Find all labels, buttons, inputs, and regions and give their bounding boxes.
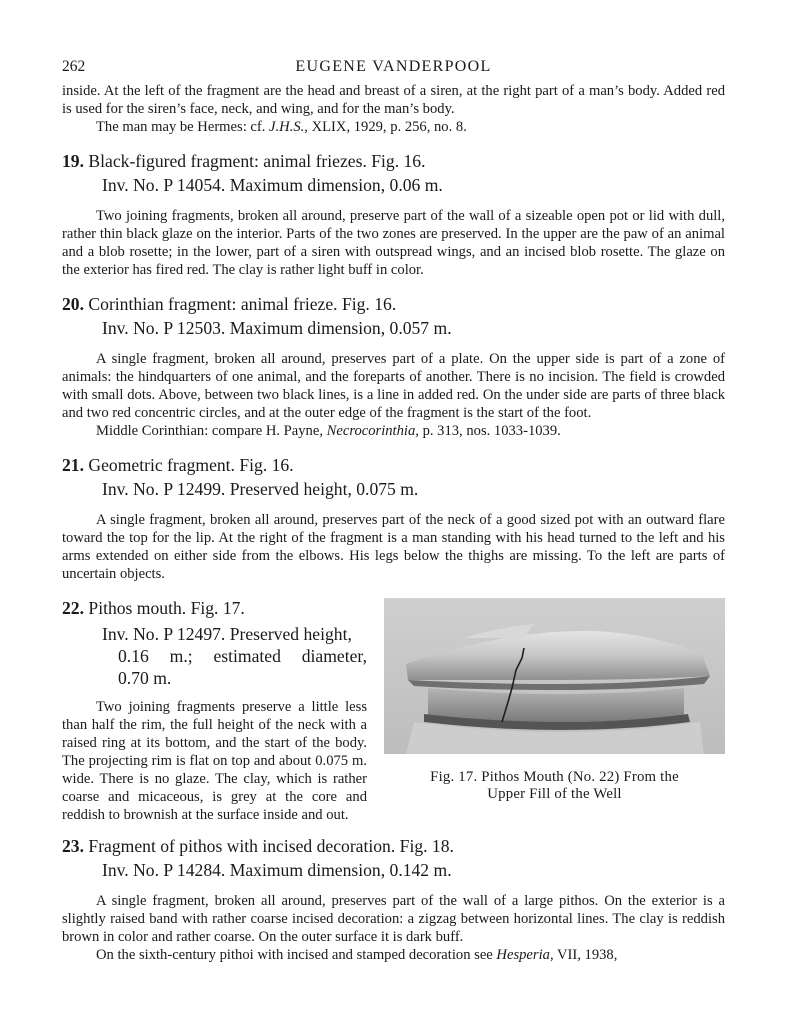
catalog-entry-23 [62,835,725,964]
caption-line: Upper Fill of the Well [487,786,622,802]
intro-reference: The man may be Hermes: cf. J.H.S., XLIX, 1929, p. 256, no. 8. [96,119,467,135]
caption-line: Fig. 17. Pithos Mouth (No. 22) From the [430,769,679,785]
inventory-line: Inv. No. P 14054. Maximum dimension, 0.06 m. [102,175,443,195]
entry-heading: 20. Corinthian fragment: animal frieze. Fig. 16. [62,294,397,314]
pithos-photo-graphic [384,598,725,754]
catalog-entry-19 [62,150,725,279]
running-head-author: EUGENE VANDERPOOL [295,58,492,75]
catalog-entry-22 [62,597,725,829]
inventory-line-cont: 0.16 m.; estimated diameter, [118,646,367,666]
entry-heading: 21. Geometric fragment. Fig. 16. [62,455,294,475]
entry-description: A single fragment, broken all around, preserves part of the wall of a large pithos. On the exterior is a slightly raised band with rather coarse incised decoration: a zigzag between horizontal lines. The clay is reddish brown in color and rather coarse. On the outer surface it is dark buff. [62,893,725,945]
inventory-line: Inv. No. P 12499. Preserved height, 0.075 m. [102,479,419,499]
entry-note: On the sixth-century pithoi with incised and stamped decoration see Hesperia, VII, 1938, [96,947,618,963]
entry-description: A single fragment, broken all around, preserves part of a plate. On the upper side is part of a zone of animals: the hindquarters of one animal, and the foreparts of another. There is no incision. The field is crowded with small dots. Above, between two black lines, is a line in added red. On the under side are parts of three black and two red concentric circles, and at the outer edge of the fragment is the start of the foot. [62,351,725,421]
page [62,58,725,964]
catalog-entry-21 [62,454,725,583]
pithos-mouth-photo [384,598,725,754]
figure-caption [384,769,725,803]
entry-description: Two joining fragments, broken all around, preserve part of the wall of a sizeable open pot or lid with dull, rather thin black glaze on the interior. Parts of the two zones are preserved. In the upper are the paw of an animal and a blob rosette; in the lower, part of a siren with outspread wings, and an incised blob rosette. The glaze on the exterior has fired red. The clay is rather light buff in color. [62,208,725,278]
entry-note: Middle Corinthian: compare H. Payne, Necrocorinthia, p. 313, nos. 1033-1039. [96,423,561,439]
entry-description: Two joining fragments preserve a little less than half the rim, the full height of the neck with a raised ring at its bottom, and the start of the body. The projecting rim is flat on top and about 0.075 m. wide. There is no glaze. The clay, which is rather coarse and micaceous, is grey at the core and reddish to brownish at the surface inside and out. [62,699,367,823]
intro-paragraph: inside. At the left of the fragment are the head and breast of a siren, at the right part of a man’s body. Added red is used for the siren’s face, neck, and wing, and for the man’s body. [62,83,725,117]
entry-description: A single fragment, broken all around, preserves part of the neck of a good sized pot with an outward flare toward the top for the lip. At the right of the fragment is a man standing with his head turned to the left and his arms extended on either side from the elbows. His legs below the thighs are missing. To the left are parts of uncertain objects. [62,512,725,582]
page-number: 262 [62,58,86,75]
entry-heading: 19. Black-figured fragment: animal friezes. Fig. 16. [62,151,426,171]
inventory-line: Inv. No. P 14284. Maximum dimension, 0.142 m. [102,860,452,880]
running-head [62,58,725,82]
inventory-line-cont: 0.70 m. [118,668,172,688]
catalog-entry-20 [62,293,725,440]
inventory-line: Inv. No. P 12497. Preserved height, [102,624,352,644]
entry-heading: 23. Fragment of pithos with incised decoration. Fig. 18. [62,836,454,856]
entry-22-text [62,597,367,824]
inventory-line: Inv. No. P 12503. Maximum dimension, 0.057 m. [102,318,452,338]
entry-heading: 22. Pithos mouth. Fig. 17. [62,598,245,618]
figure-17 [384,598,725,803]
